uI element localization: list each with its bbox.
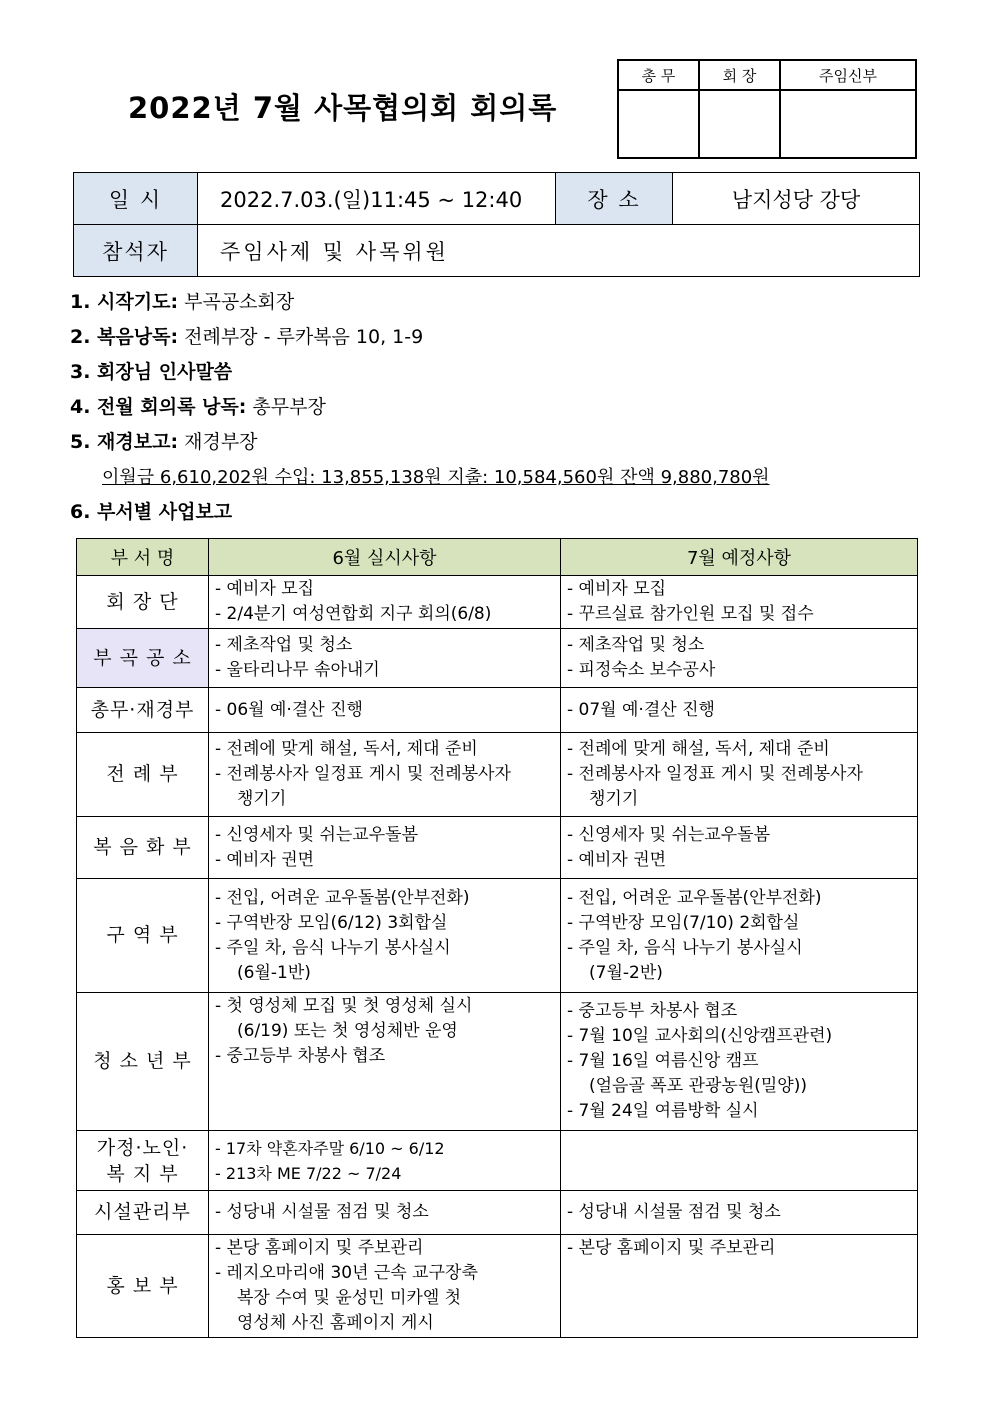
agenda-item-1: 1. 시작기도: 부곡공소회장 [70,291,295,313]
june-cell: - 전입, 어려운 교우돌봄(안부전화) - 구역반장 모임(6/12) 3회합실 - 주일 차, 음식 나누기 봉사실시 (6월-1반) [209,879,561,993]
table-row [77,817,918,879]
department-report-table [76,538,918,1338]
june-cell: - 신영세자 및 쉬는교우돌봄 - 예비자 권면 [209,817,561,879]
june-cell: - 17차 약혼자주말 6/10 ~ 6/12 - 213차 ME 7/22 ~ 7/24 [209,1131,561,1191]
approval-signature-secretary [618,90,699,158]
table-row [77,1131,918,1191]
june-cell: - 제초작업 및 청소 - 울타리나무 솎아내기 [209,629,561,688]
department-name: 회 장 단 [77,576,209,629]
department-name: 청 소 년 부 [77,993,209,1131]
june-cell: - 본당 홈페이지 및 주보관리 - 레지오마리애 30년 근속 교구장축 복장 수여 및 윤성민 미카엘 첫 영성체 사진 홈페이지 게시 [209,1235,561,1338]
july-cell: - 예비자 모집 - 꾸르실료 참가인원 모집 및 접수 [561,576,918,629]
june-cell: - 전례에 맞게 해설, 독서, 제대 준비 - 전례봉사자 일정표 게시 및 전례봉사자 챙기기 [209,733,561,817]
june-cell: - 예비자 모집 - 2/4분기 여성연합회 지구 회의(6/8) [209,576,561,629]
department-name: 홍 보 부 [77,1235,209,1338]
agenda-item-4: 4. 전월 회의록 낭독: 총무부장 [70,396,326,418]
meeting-info-table [73,172,920,277]
july-cell [561,1131,918,1191]
header-july: 7월 예정사항 [561,539,918,576]
date-label: 일 시 [74,173,198,225]
july-cell: - 전입, 어려운 교우돌봄(안부전화) - 구역반장 모임(7/10) 2회합실 - 주일 차, 음식 나누기 봉사실시 (7월-2반) [561,879,918,993]
date-value: 2022.7.03.(일)11:45 ~ 12:40 [198,173,556,225]
attendees-label: 참석자 [74,225,198,277]
finance-summary: 이월금 6,610,202원 수입: 13,855,138원 지출: 10,584,560원 잔액 9,880,780원 [102,467,770,488]
table-row [77,688,918,733]
july-cell: - 중고등부 차봉사 협조 - 7월 10일 교사회의(신앙캠프관련) - 7월 16일 여름신앙 캠프 (얼음골 폭포 관광농원(밀양)) - 7월 24일 여름방학 실시 [561,993,918,1131]
department-name: 구 역 부 [77,879,209,993]
approval-header-pastor: 주임신부 [780,60,916,90]
header-department: 부 서 명 [77,539,209,576]
approval-header-secretary: 총 무 [618,60,699,90]
department-name: 복 음 화 부 [77,817,209,879]
place-label: 장 소 [556,173,673,225]
june-cell: - 06월 예·결산 진행 [209,688,561,733]
agenda-item-2: 2. 복음낭독: 전례부장 - 루카복음 10, 1-9 [70,326,424,348]
department-name: 부 곡 공 소 [77,629,209,688]
table-row [77,576,918,629]
table-row [77,629,918,688]
agenda-list [70,285,770,530]
june-cell: - 성당내 시설물 점검 및 청소 [209,1191,561,1235]
agenda-item-3: 3. 회장님 인사말씀 [70,361,233,383]
department-name: 가정·노인· 복 지 부 [77,1131,209,1191]
page-title: 2022년 7월 사목협의회 회의록 [128,91,558,125]
attendees-value: 주임사제 및 사목위원 [198,225,920,277]
department-name: 시설관리부 [77,1191,209,1235]
approval-header-president: 회 장 [699,60,780,90]
table-row [77,993,918,1131]
place-value: 남지성당 강당 [673,173,920,225]
table-row [77,879,918,993]
department-name: 총무·재경부 [77,688,209,733]
july-cell: - 07월 예·결산 진행 [561,688,918,733]
july-cell: - 전례에 맞게 해설, 독서, 제대 준비 - 전례봉사자 일정표 게시 및 전례봉사자 챙기기 [561,733,918,817]
agenda-item-6: 6. 부서별 사업보고 [70,501,233,523]
table-row [77,1191,918,1235]
approval-box [617,59,917,159]
july-cell: - 성당내 시설물 점검 및 청소 [561,1191,918,1235]
june-cell: - 첫 영성체 모집 및 첫 영성체 실시 (6/19) 또는 첫 영성체반 운영 - 중고등부 차봉사 협조 [209,993,561,1131]
july-cell: - 본당 홈페이지 및 주보관리 [561,1235,918,1338]
department-name: 전 례 부 [77,733,209,817]
header-june: 6월 실시사항 [209,539,561,576]
agenda-item-5: 5. 재경보고: 재경부장 [70,431,258,453]
table-row [77,733,918,817]
july-cell: - 신영세자 및 쉬는교우돌봄 - 예비자 권면 [561,817,918,879]
approval-signature-president [699,90,780,158]
july-cell: - 제초작업 및 청소 - 피정숙소 보수공사 [561,629,918,688]
table-row [77,1235,918,1338]
approval-signature-pastor [780,90,916,158]
